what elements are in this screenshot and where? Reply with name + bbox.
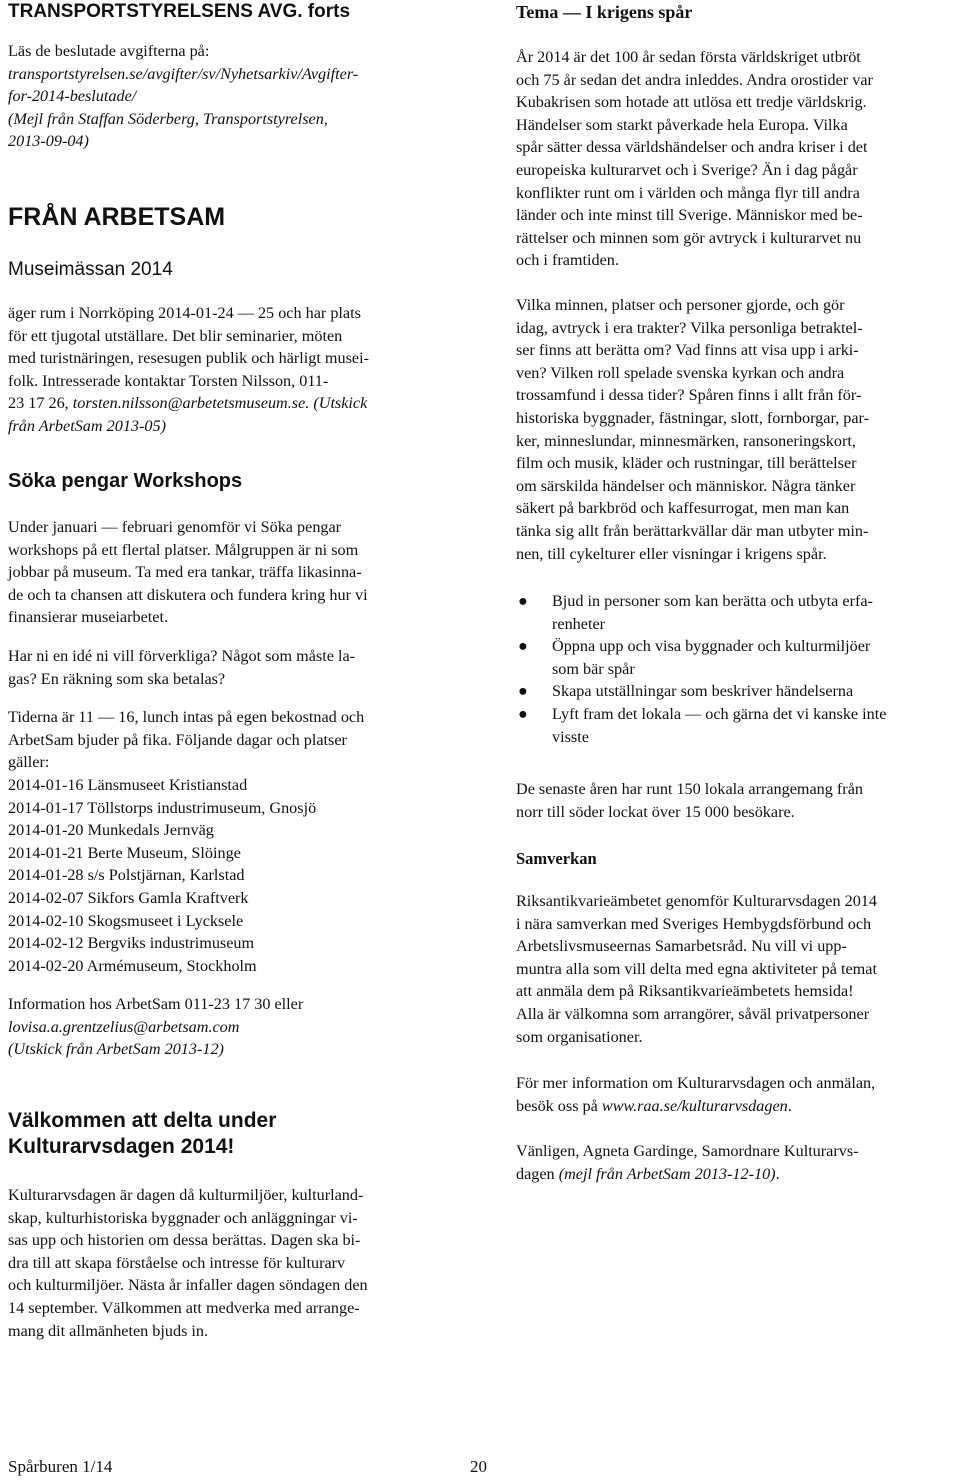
workshops-info-source: (Utskick från ArbetSam 2013-12) <box>8 1040 224 1059</box>
signature-plain: dagen <box>516 1164 559 1183</box>
more-info-tail: . <box>787 1096 792 1115</box>
kulturarvsdagen-section <box>8 1108 456 1342</box>
tema-para-2 <box>516 294 956 565</box>
kulturarvsdagen-line: mang dit allmänheten bjuds in. <box>8 1321 209 1340</box>
workshop-date-item: 2014-01-21 Berte Museum, Slöinge <box>8 843 241 862</box>
more-info-line: För mer information om Kulturarvsdagen och anmälan, <box>516 1074 876 1092</box>
workshop-date-item: 2014-02-10 Skogsmuseet i Lycksele <box>8 911 244 930</box>
samverkan-line: i nära samverkan med Sveriges Hembygdsförbund och <box>516 914 872 933</box>
tema-line: ser finns att berätta om? Vad finns att visa upp i arki- <box>516 341 859 360</box>
bullet-line: renheter <box>552 614 606 633</box>
tema-bullet-list <box>516 590 956 748</box>
more-info-line <box>516 1095 956 1118</box>
bullet-line: Lyft fram det lokala — och gärna det vi kanske inte <box>552 704 887 723</box>
page-header-right: Tema — I krigens spår <box>516 2 693 22</box>
bullet-line: Öppna upp och visa byggnader och kulturmiljöer <box>552 637 871 656</box>
samverkan-line: Alla är välkomna som arrangörer, såväl privatpersoner <box>516 1004 870 1023</box>
footer-page-number: 20 <box>470 1457 487 1476</box>
tema-line: europeiska kulturarvet och i Sverige? Än i dag pågår <box>516 160 858 179</box>
workshops-para1-line: Under januari — februari genomför vi Söka pengar <box>8 518 342 536</box>
workshop-date-item: 2014-01-16 Länsmuseet Kristianstad <box>8 775 248 794</box>
tema-line: länder och inte minst till Sverige. Människor med be- <box>516 206 863 225</box>
workshop-date-item: 2014-01-17 Töllstorps industrimuseum, Gnosjö <box>8 798 317 817</box>
workshop-dates-list <box>8 774 456 977</box>
tema-line: Kubakrisen som hotade att utlösa ett tredje världskrig. <box>516 93 867 112</box>
tema-para-3 <box>516 778 956 823</box>
samverkan-line: Riksantikvarieämbetet genomför Kulturarvsdagen 2014 <box>516 892 877 910</box>
workshops-para1-line: jobbar på museum. Ta med era tankar, träffa likasinna- <box>8 563 362 582</box>
tema-line: rättelser och minnen som gör avtryck i kulturarvet nu <box>516 228 862 247</box>
bullet-line: som bär spår <box>552 659 635 678</box>
kulturarvsdagen-heading-line-1: Välkommen att delta under <box>8 1109 277 1132</box>
tema-line: om särskilda händelser och människor. Några tänker <box>516 476 856 495</box>
tema-line: och i framtiden. <box>516 251 619 270</box>
samverkan-line: som organisationer. <box>516 1027 643 1046</box>
page-header-left: TRANSPORTSTYRELSENS AVG. forts <box>8 1 351 22</box>
tema-line: ker, minneslundar, minnesmärken, ransoneringskort, <box>516 431 856 450</box>
tema-line: norr till söder lockat över 15 000 besökare. <box>516 802 795 821</box>
workshop-date-item: 2014-01-28 s/s Polstjärnan, Karlstad <box>8 866 245 885</box>
tema-line: idag, avtryck i era trakter? Vilka personliga betraktel- <box>516 318 863 337</box>
workshops-heading: Söka pengar Workshops <box>8 470 243 492</box>
contact-phone: 23 17 26, <box>8 394 73 413</box>
tema-line: nen, till cykelturer eller visningar i krigens spår. <box>516 544 827 563</box>
bullet-item <box>516 680 956 703</box>
intro-url-line-1[interactable]: transportstyrelsen.se/avgifter/sv/Nyhetsarkiv/Avgifter- <box>8 64 359 83</box>
tema-line: spår sätter dessa världshändelser och andra kriser i det <box>516 138 868 157</box>
workshop-date-item: 2014-01-20 Munkedals Jernväg <box>8 821 214 840</box>
tema-line: Händelser som starkt påverkade hela Europa. Vilka <box>516 115 848 134</box>
bullet-icon: ● <box>518 592 528 610</box>
arbetsam-line: äger rum i Norrköping 2014-01-24 — 25 och har plats <box>8 304 361 322</box>
intro-source-line-1: (Mejl från Staffan Söderberg, Transportstyrelsen, <box>8 109 328 128</box>
samverkan-line: Arbetslivsmuseernas Samarbetsråd. Nu vill vi upp- <box>516 937 847 956</box>
arbetsam-section <box>8 202 456 438</box>
intro-url-line-2[interactable]: for-2014-beslutade/ <box>8 87 137 106</box>
tema-line: tänka sig allt från berättarkvällar där man utbyter min- <box>516 521 869 540</box>
bullet-item <box>516 703 956 748</box>
kulturarvsdagen-line: och kulturmiljöer. Nästa år infaller dagen söndagen den <box>8 1276 368 1295</box>
bullet-line: Bjud in personer som kan berätta och utbyta erfa- <box>552 592 873 610</box>
contact-tail: (Utskick <box>309 394 368 413</box>
workshops-para2-line: gas? En räkning som ska betalas? <box>8 669 226 688</box>
tema-para-1 <box>516 46 956 272</box>
tema-line: trossamfund i dessa tider? Spåren finns i allt från för- <box>516 386 862 405</box>
kulturarvsdagen-line: Kulturarvsdagen är dagen då kulturmiljöer, kulturland- <box>8 1186 364 1204</box>
kulturarvsdagen-line: sas upp och historien om dessa berättas. Dagen ska bi- <box>8 1231 361 1250</box>
kulturarvsdagen-line: dra till att skapa förståelse och intresse för kulturarv <box>8 1253 346 1272</box>
bullet-line: visste <box>552 727 589 746</box>
arbetsam-line: för ett tjugotal utställare. Det blir seminarier, möten <box>8 326 343 345</box>
workshops-info-email-link[interactable]: lovisa.a.grentzelius@arbetsam.com <box>8 1017 240 1036</box>
tema-line: ven? Vilken roll spelade svenska kyrkan och andra <box>516 363 845 382</box>
workshops-para3-line: ArbetSam bjuder på fika. Följande dagar och platser <box>8 730 347 749</box>
tema-line: Vilka minnen, platser och personer gjorde, och gör <box>516 296 845 314</box>
more-info-para <box>516 1072 956 1117</box>
arbetsam-contact-line <box>8 392 456 415</box>
workshops-para3-line: gäller: <box>8 753 50 772</box>
workshops-para1-line: finansierar museiarbetet. <box>8 608 169 627</box>
raa-link[interactable]: www.raa.se/kulturarvsdagen <box>601 1096 788 1115</box>
tema-line: film och musik, kläder och rustningar, till berättelser <box>516 454 857 473</box>
kulturarvsdagen-line: skap, kulturhistoriska byggnader och anläggningar vi- <box>8 1208 358 1227</box>
bullet-item <box>516 590 956 635</box>
signature-line <box>516 1163 956 1186</box>
samverkan-para <box>516 890 956 1048</box>
footer-publication: Spårburen 1/14 <box>8 1457 113 1476</box>
workshops-para3-line: Tiderna är 11 — 16, lunch intas på egen bekostnad och <box>8 708 365 727</box>
samverkan-line: att anmäla dem på Riksantikvarieämbetets hemsida! <box>516 982 854 1001</box>
signature-tail: . <box>775 1164 780 1183</box>
workshops-para1-line: de och ta chansen att diskutera och fundera kring hur vi <box>8 585 368 604</box>
tema-line: År 2014 är det 100 år sedan första världskriget utbröt <box>516 48 861 66</box>
signature-source: (mejl från ArbetSam 2013-12-10) <box>558 1164 776 1183</box>
bullet-icon: ● <box>518 704 528 723</box>
workshops-section <box>8 468 456 1061</box>
samverkan-line: muntra alla som vill delta med egna aktiviteter på temat <box>516 959 877 978</box>
intro-line: Läs de beslutade avgifterna på: <box>8 42 210 60</box>
intro-source-line-2: 2013-09-04) <box>8 132 89 151</box>
intro-block <box>8 40 456 153</box>
tema-line: och 75 år sedan det andra inleddes. Andra orostider var <box>516 70 873 89</box>
bullet-line: Skapa utställningar som beskriver händelserna <box>552 682 854 701</box>
workshop-date-item: 2014-02-07 Sikfors Gamla Kraftverk <box>8 888 249 907</box>
tema-line: konflikter runt om i världen och många flyr till andra <box>516 183 860 202</box>
tema-line: säkert på barkbröd och kaffesurrogat, men man kan <box>516 499 850 518</box>
signature-line: Vänligen, Agneta Gardinge, Samordnare Kulturarvs- <box>516 1142 859 1160</box>
museimassan-subheading: Museimässan 2014 <box>8 259 173 280</box>
tema-line: De senaste åren har runt 150 lokala arrangemang från <box>516 780 863 798</box>
arbetsam-heading: FRÅN ARBETSAM <box>8 203 226 231</box>
workshops-para1-line: workshops på ett flertal platser. Målgruppen är ni som <box>8 540 359 559</box>
arbetsam-source: från ArbetSam 2013-05) <box>8 416 166 435</box>
bullet-item <box>516 635 956 680</box>
bullet-icon: ● <box>518 682 528 701</box>
kulturarvsdagen-heading-line-2: Kulturarvsdagen 2014! <box>8 1135 235 1158</box>
more-info-plain: besök oss på <box>516 1096 602 1115</box>
workshop-date-item: 2014-02-12 Bergviks industrimuseum <box>8 934 255 953</box>
kulturarvsdagen-line: 14 september. Välkommen att medverka med arrange- <box>8 1298 360 1317</box>
tema-line: historiska byggnader, fästningar, slott, fornborgar, par- <box>516 408 870 427</box>
signature-para <box>516 1140 956 1185</box>
samverkan-heading: Samverkan <box>516 849 597 868</box>
bullet-icon: ● <box>518 637 528 656</box>
contact-email-link[interactable]: torsten.nilsson@arbetetsmuseum.se. <box>72 394 310 413</box>
workshops-info-line: Information hos ArbetSam 011-23 17 30 eller <box>8 995 304 1014</box>
arbetsam-line: med turistnäringen, resesugen publik och härligt musei- <box>8 349 369 368</box>
workshop-date-item: 2014-02-20 Armémuseum, Stockholm <box>8 956 257 975</box>
arbetsam-line: folk. Intresserade kontaktar Torsten Nilsson, 011- <box>8 371 329 390</box>
workshops-para2-line: Har ni en idé ni vill förverkliga? Något som måste la- <box>8 646 356 665</box>
